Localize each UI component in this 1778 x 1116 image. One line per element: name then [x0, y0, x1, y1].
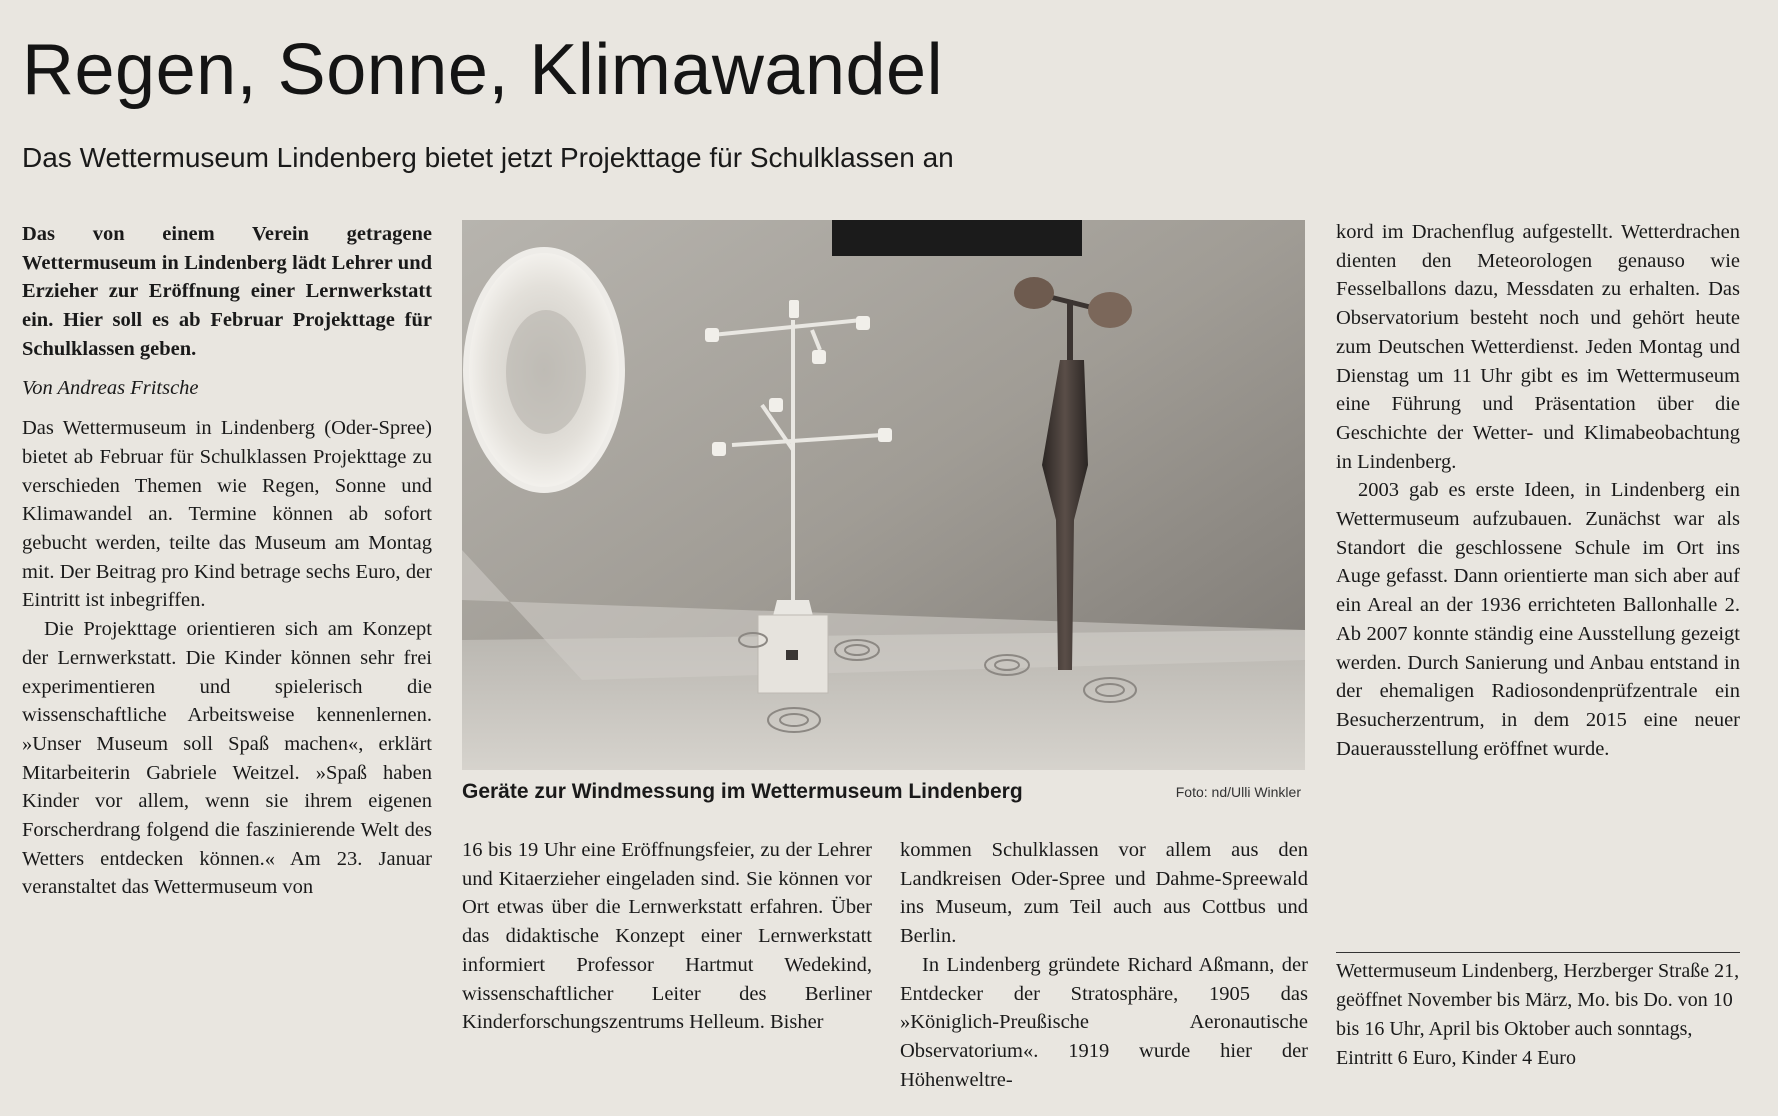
body-paragraph: kord im Drachenflug aufgestellt. Wetterdrachen dienten den Meteorologen genauso wie Fesselballons dazu, Messdaten zu erhalten. Das Observatorium besteht noch und gehört heute zum Deutschen Wetterdienst. Jeden Montag und Dienstag um 11 Uhr gibt es im Wettermuseum eine Führung und Präsentation über die Geschichte der Wetter- und Klimabeobachtung in Lindenberg.	[1336, 221, 1740, 473]
body-paragraph: kommen Schulklassen vor allem aus den Landkreisen Oder-Spree und Dahme-Spreewald ins Museum, zum Teil auch aus Cottbus und Berlin.	[900, 839, 1308, 948]
body-paragraph: In Lindenberg gründete Richard Aßmann, der Entdecker der Stratosphäre, 1905 das »Königlich-Preußische Aeronautische Observatorium«. 1919 wurde hier der Höhenweltre-	[900, 953, 1308, 1091]
photo-illustration	[462, 220, 1305, 770]
body-paragraph: Die Projekttage orientieren sich am Konzept der Lernwerkstatt. Die Kinder können sehr frei experimentieren und spielerisch die wissenschaftliche Arbeitsweise kennenlernen. »Unser Museum soll Spaß machen«, erklärt Mitarbeiterin Gabriele Weitzel. »Spaß haben Kinder vor allem, wenn sie ihrem eigenen Forscherdrang folgend die faszinierende Welt des Wetters entdecken können.« Am 23. Januar veranstaltet das Wettermuseum von	[22, 618, 432, 899]
body-paragraph: Das Wettermuseum in Lindenberg (Oder-Spree) bietet ab Februar für Schulklassen Projekttage zu verschieden Themen wie Regen, Sonne und Klimawandel an. Termine können ab sofort gebucht werden, teilte das Museum am Montag mit. Der Beitrag pro Kind betrage sechs Euro, der Eintritt ist inbegriffen.	[22, 417, 432, 612]
headline: Regen, Sonne, Klimawandel	[22, 30, 944, 110]
photo-caption	[462, 780, 1305, 804]
info-box: Wettermuseum Lindenberg, Herzberger Straße 21, geöffnet November bis März, Mo. bis Do. von 10 bis 16 Uhr, April bis Oktober auch sonntags, Eintritt 6 Euro, Kinder 4 Euro	[1336, 952, 1740, 1073]
byline: Von Andreas Fritsche	[22, 376, 199, 399]
column-1	[22, 220, 432, 902]
photo-wind-instruments	[462, 220, 1305, 770]
caption-text: Geräte zur Windmessung im Wettermuseum Lindenberg	[462, 780, 1023, 803]
column-2	[462, 836, 872, 1037]
subheadline: Das Wettermuseum Lindenberg bietet jetzt Projekttage für Schulklassen an	[22, 142, 954, 173]
column-3	[900, 836, 1308, 1094]
lead-paragraph: Das von einem Verein getragene Wettermuseum in Lindenberg lädt Lehrer und Erzieher zur Eröffnung einer Lernwerkstatt ein. Hier soll es ab Februar Projekttage für Schulklassen geben.	[22, 223, 432, 360]
body-paragraph: 16 bis 19 Uhr eine Eröffnungsfeier, zu der Lehrer und Kitaerzieher eingeladen sind. Sie können vor Ort etwas über die Lernwerkstatt erfahren. Über das didaktische Konzept einer Lernwerkstatt informiert Professor Hartmut Wedekind, wissenschaftlicher Leiter des Berliner Kinderforschungszentrums Helleum. Bisher	[462, 839, 872, 1034]
column-4	[1336, 218, 1740, 763]
body-paragraph: 2003 gab es erste Ideen, in Lindenberg ein Wettermuseum aufzubauen. Zunächst war als Standort die geschlossene Schule im Ort ins Auge gefasst. Dann orientierte man sich aber auf ein Areal an der 1936 errichteten Ballonhalle 2. Ab 2007 konnte ständig eine Ausstellung gezeigt werden. Durch Sanierung und Anbau entstand in der ehemaligen Radiosondenprüfzentrale ein Besucherzentrum, in dem 2015 eine neuer Dauerausstellung eröffnet wurde.	[1336, 479, 1740, 760]
photo-credit: Foto: nd/Ulli Winkler	[1175, 784, 1301, 800]
